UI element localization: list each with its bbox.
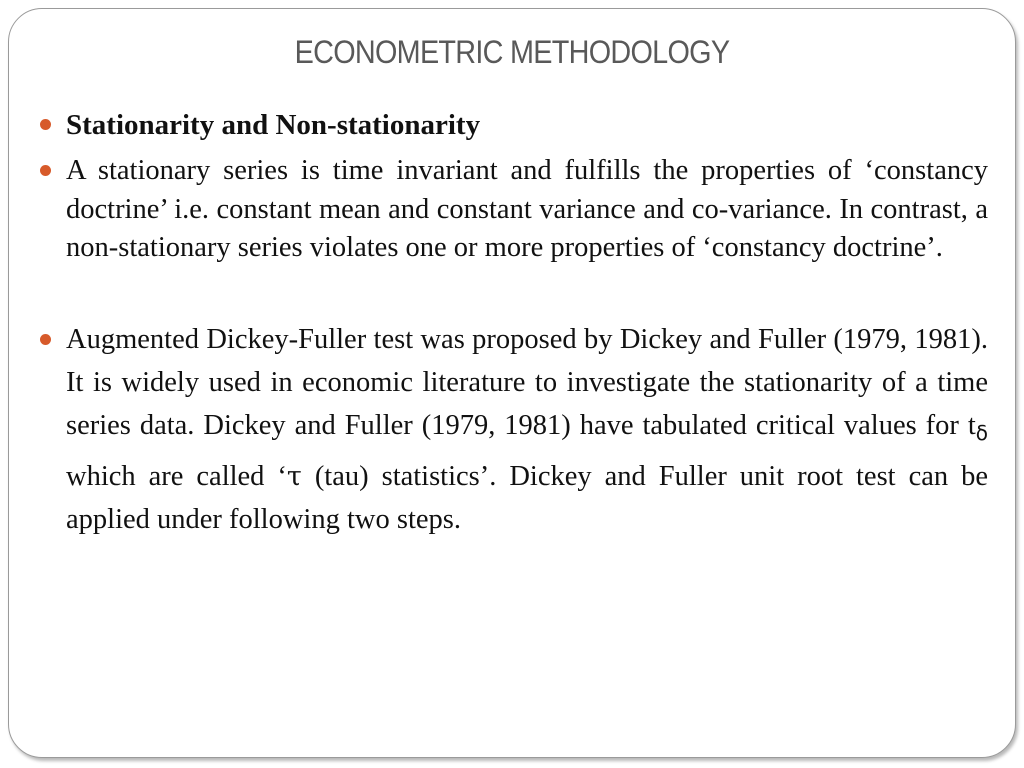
- slide-title: ECONOMETRIC METHODOLOGY: [294, 34, 730, 70]
- bullet-text-part-b: which are called ‘: [66, 460, 287, 492]
- bullet-text: A stationary series is time invariant and fulfills the properties of ‘constancy doctrine’ i.e. constant mean and constant variance and co-variance. In contrast, a non-stationary series violates one or more properties of ‘constancy doctrine’.: [66, 155, 988, 263]
- bullet-stationary-definition: [38, 152, 988, 268]
- tau-symbol: τ: [286, 460, 302, 492]
- delta-subscript: δ: [975, 420, 988, 445]
- bullet-stationarity-heading: [38, 106, 988, 144]
- bullet-text: Stationarity and Non-stationarity: [66, 109, 481, 141]
- bullet-dot-icon: [40, 165, 51, 176]
- bullet-adf-test: [38, 318, 988, 541]
- bullet-dot-icon: [40, 119, 51, 130]
- bullet-dot-icon: [40, 334, 51, 345]
- bullet-text-part-a: Augmented Dickey-Fuller test was proposed by Dickey and Fuller (1979, 1981). It is widely used in economic literature to investigate the stationarity of a time series data. Dickey and Fuller (1979, 1981) have tabulated critical values for t: [66, 323, 988, 441]
- bullet-text-part-c: (tau) statistics’. Dickey and Fuller unit root test can be applied under following two steps.: [66, 460, 988, 535]
- bullet-list: [38, 106, 988, 541]
